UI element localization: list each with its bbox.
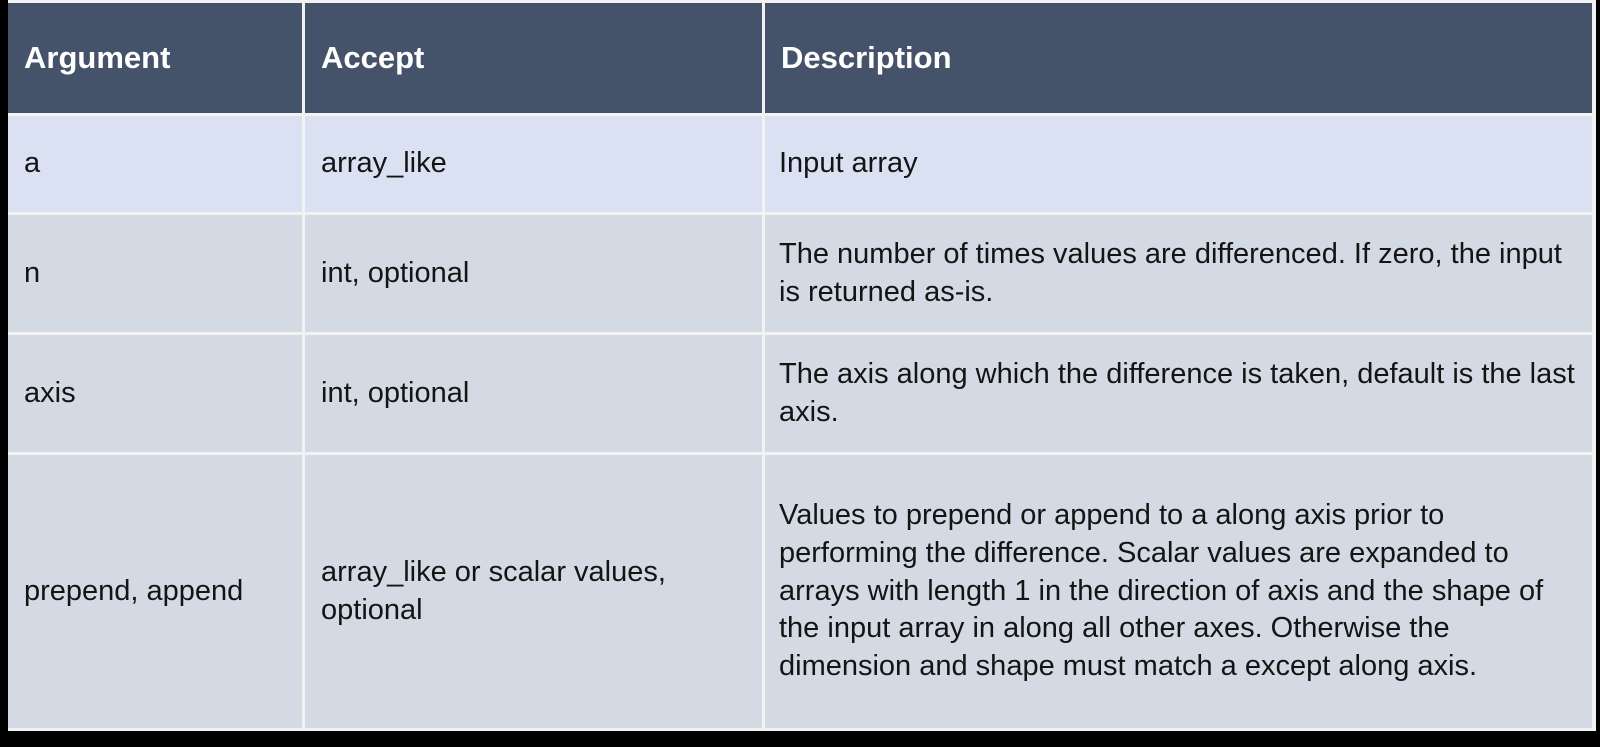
cell-argument-axis: axis: [8, 335, 302, 452]
cell-accept-n: int, optional: [305, 215, 762, 332]
cell-argument-prepend-append: prepend, append: [8, 455, 302, 728]
cell-description-axis: The axis along which the difference is taken, default is the last axis.: [765, 335, 1592, 452]
column-header-description: Description: [765, 3, 1592, 113]
arguments-table: [8, 0, 1596, 731]
cell-accept-axis: int, optional: [305, 335, 762, 452]
column-header-argument: Argument: [8, 3, 302, 113]
cell-description-prepend-append: Values to prepend or append to a along axis prior to performing the difference. Scalar values are expanded to arrays with length 1 in the direction of axis and the shape of the input array in along all other axes. Otherwise the dimension and shape must match a except along axis.: [765, 455, 1592, 728]
cell-argument-a: a: [8, 116, 302, 212]
cell-description-n: The number of times values are differenced. If zero, the input is returned as-is.: [765, 215, 1592, 332]
cell-description-a: Input array: [765, 116, 1592, 212]
cell-accept-a: array_like: [305, 116, 762, 212]
cell-accept-prepend-append: array_like or scalar values, optional: [305, 455, 762, 728]
cell-argument-n: n: [8, 215, 302, 332]
column-header-accept: Accept: [305, 3, 762, 113]
